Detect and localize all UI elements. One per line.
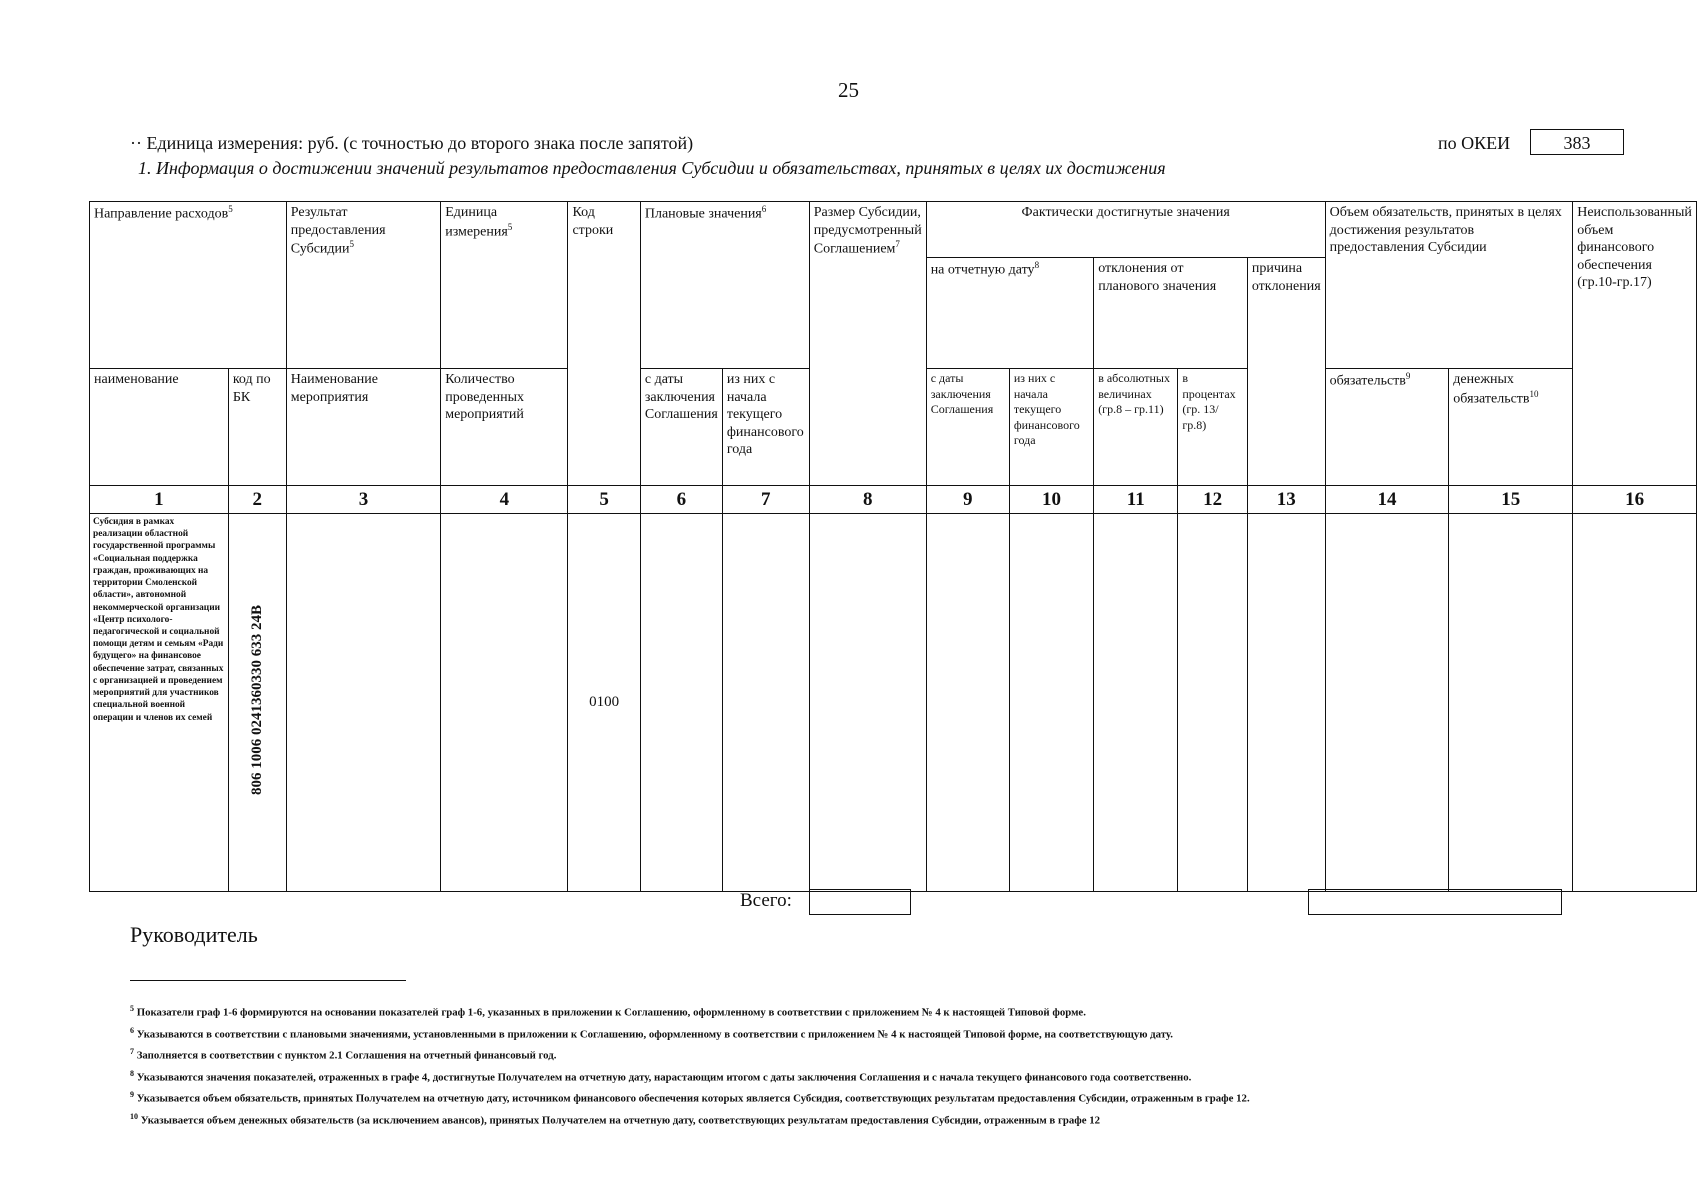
- header-expense-direction: Направление расходов$^5$: [90, 202, 287, 258]
- row-cell-7: [722, 514, 809, 892]
- column-number: 14: [1325, 486, 1449, 514]
- column-number: 11: [1094, 486, 1178, 514]
- column-number: 10: [1009, 486, 1093, 514]
- page-number: 25: [838, 78, 859, 102]
- header-events-count: Количество проведенных мероприятий: [441, 369, 568, 486]
- header-actual-from-year: из них с начала текущего финансового года: [1009, 369, 1093, 486]
- column-number: 5: [568, 486, 640, 514]
- report-table: [89, 201, 1697, 892]
- column-number: 12: [1178, 486, 1247, 514]
- footnote: $^{10}$ Указывается объем денежных обязательств (за исключением авансов), принятых Получателем на отчетную дату, соответствующих результатам предоставления Субсидии, отраженным в графе 12: [130, 1111, 1101, 1127]
- header-obligations: обязательств$^9$: [1325, 369, 1449, 486]
- header-expense-direction-spacer: [90, 258, 287, 369]
- column-number: 16: [1573, 486, 1697, 514]
- footnote: $^8$ Указываются значения показателей, отраженных в графе 4, достигнутые Получателем на отчетную дату, нарастающим итогом с даты заключения Соглашения и с начала текущего финансового года соответственно.: [130, 1068, 1192, 1084]
- units-line: ·· Единица измерения: руб. (с точностью до второго знака после запятой): [130, 133, 694, 153]
- total-label: Всего:: [740, 890, 792, 911]
- header-deviation: отклонения от планового значения: [1094, 258, 1248, 369]
- row-cell-6: [640, 514, 722, 892]
- column-number: 9: [926, 486, 1009, 514]
- header-actual-from-agreement: с даты заключения Соглашения: [926, 369, 1009, 486]
- row-cell-10: [1009, 514, 1093, 892]
- row-code: 0100: [568, 514, 640, 892]
- header-row-code: Код строки: [568, 202, 640, 486]
- column-number: 15: [1449, 486, 1573, 514]
- row-cell-12: [1178, 514, 1247, 892]
- row-name: Субсидия в рамках реализации областной государственной программы «Социальная поддержка граждан, проживающих на территории Смоленской области», автономной некоммерческой организации «Центр психолого-педагогической и социальной помощи детям и семьям «Ради будущего» на финансовое обеспечение затрат, связанных с организацией и проведением мероприятий для участников специальной военной операции и членов их семей: [90, 514, 229, 892]
- footnote: $^9$ Указывается объем обязательств, принятых Получателем на отчетную дату, источником финансового обеспечения которых является Субсидия, соответствующих результатам предоставления Субсидии, отраженным в графе 12.: [130, 1090, 1250, 1105]
- header-abs-values: в абсолютных величинах (гр.8 – гр.11): [1094, 369, 1178, 486]
- row-bk-code: 806 1006 0241360330 633 24В: [248, 604, 265, 795]
- column-number: 7: [722, 486, 809, 514]
- total-subsidy-box: [809, 889, 911, 915]
- row-cell-14: [1325, 514, 1449, 892]
- header-obligations-volume: Объем обязательств, принятых в целях достижения результатов предоставления Субсидии: [1325, 202, 1573, 369]
- footnote: $^7$ Заполняется в соответствии с пунктом 2.1 Соглашения на отчетный финансовый год.: [130, 1047, 557, 1062]
- header-bk-code: код по БК: [228, 369, 286, 486]
- row-bk-code-cell: [228, 514, 286, 892]
- column-number: 4: [441, 486, 568, 514]
- column-number: 3: [286, 486, 440, 514]
- header-from-year: из них с начала текущего финансового года: [722, 369, 809, 486]
- column-number: 2: [228, 486, 286, 514]
- header-name: наименование: [90, 369, 229, 486]
- okei-code: 383: [1530, 129, 1624, 155]
- header-event-name: Наименование мероприятия: [286, 369, 440, 486]
- header-percent: в процентах (гр. 13/ гр.8): [1178, 369, 1247, 486]
- row-cell-4: [441, 514, 568, 892]
- header-unused: Неиспользованный объем финансового обеспечения (гр.10-гр.17): [1573, 202, 1697, 486]
- header-subsidy-size: Размер Субсидии, предусмотренный Соглашением$^7$: [809, 202, 926, 486]
- column-number: 6: [640, 486, 722, 514]
- header-actual: Фактически достигнутые значения: [926, 202, 1325, 258]
- row-cell-8: [809, 514, 926, 892]
- header-money-obligations: денежных обязательств$^{10}$: [1449, 369, 1573, 486]
- section-title: 1. Информация о достижении значений результатов предоставления Субсидии и обязательствах, принятых в целях их достижения: [138, 158, 1166, 178]
- okei-label: по ОКЕИ: [1438, 133, 1511, 153]
- header-from-agreement: с даты заключения Соглашения: [640, 369, 722, 486]
- header-at-date: на отчетную дату$^8$: [926, 258, 1094, 369]
- row-cell-11: [1094, 514, 1178, 892]
- total-obligations-box: [1308, 889, 1562, 915]
- row-cell-13: [1247, 514, 1325, 892]
- signature-label: Руководитель: [130, 922, 258, 947]
- row-cell-16: [1573, 514, 1697, 892]
- footnote: $^5$ Показатели граф 1-6 формируются на основании показателей граф 1-6, указанных в приложении к Соглашению, оформленному в соответствии с приложением № 4 к настоящей Типовой форме.: [130, 1004, 1086, 1019]
- column-number: 8: [809, 486, 926, 514]
- footnotes: [130, 1000, 1610, 1130]
- row-cell-3: [286, 514, 440, 892]
- header-reason: причина отклонения: [1247, 258, 1325, 486]
- footnote: $^6$ Указываются в соответствии с плановыми значениями, установленными в приложении к Соглашению, оформленному в соответствии с приложением № 4 к настоящей Типовой форме, на соответствующую дату.: [130, 1025, 1173, 1041]
- column-number: 1: [90, 486, 229, 514]
- footnote-separator: [130, 980, 406, 981]
- row-cell-9: [926, 514, 1009, 892]
- row-cell-15: [1449, 514, 1573, 892]
- table-row: [90, 514, 1697, 892]
- header-unit: Единица измерения$^5$: [441, 202, 568, 369]
- header-planned: Плановые значения$^6$: [640, 202, 809, 369]
- column-number: 13: [1247, 486, 1325, 514]
- header-result: Результат предоставления Субсидии$^5$: [286, 202, 440, 369]
